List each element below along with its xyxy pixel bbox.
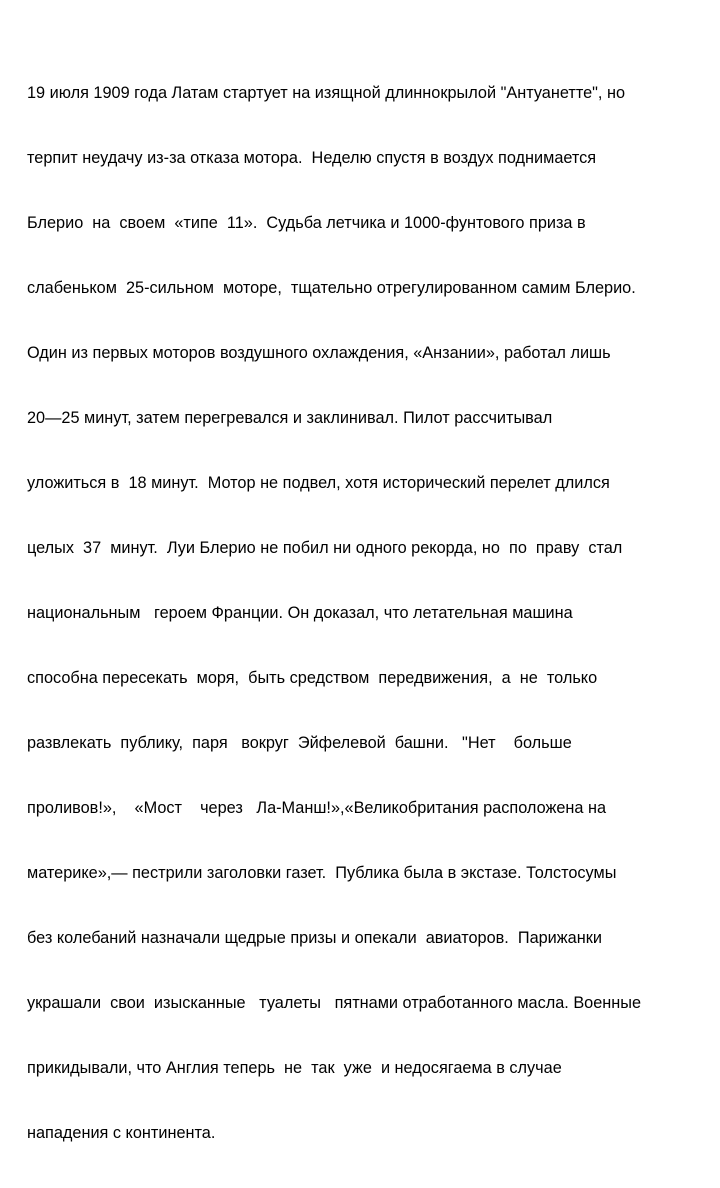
text-line: слабеньком 25-сильном моторе, тщательно отрегулированном самим Блерио. <box>27 279 636 298</box>
body-text <box>27 40 707 1188</box>
text-line: целых 37 минут. Луи Блерио не побил ни одного рекорда, но по праву стал <box>27 538 623 557</box>
text-line: терпит неудачу из-за отказа мотора. Неделю спустя в воздух поднимается <box>27 149 597 168</box>
text-line: Один из первых моторов воздушного охлаждения, «Анзании», работал лишь <box>27 344 611 363</box>
text-line: развлекать публику, паря вокруг Эйфелевой башни. "Нет больше <box>27 733 572 752</box>
text-line: 20—25 минут, затем перегревался и заклинивал. Пилот рассчитывал <box>27 409 553 428</box>
text-line: способна пересекать моря, быть средством передвижения, а не только <box>27 668 598 687</box>
text-line: без колебаний назначали щедрые призы и опекали авиаторов. Парижанки <box>27 928 602 947</box>
text-line: украшали свои изысканные туалеты пятнами отработанного масла. Военные <box>27 993 642 1012</box>
text-line: нападения с континента. <box>27 1123 216 1142</box>
text-line: национальным героем Франции. Он доказал, что летательная машина <box>27 603 573 622</box>
text-line: уложиться в 18 минут. Мотор не подвел, хотя исторический перелет длился <box>27 474 610 493</box>
text-line: прикидывали, что Англия теперь не так уже и недосягаема в случае <box>27 1058 562 1077</box>
text-line: 19 июля 1909 года Латам стартует на изящной длиннокрылой "Антуанетте", но <box>27 84 626 103</box>
text-line: материке»,— пестрили заголовки газет. Публика была в экстазе. Толстосумы <box>27 863 617 882</box>
text-line: проливов!», «Мост через Ла-Манш!»,«Великобритания расположена на <box>27 798 607 817</box>
text-line: Блерио на своем «типе 11». Судьба летчика и 1000-фунтового приза в <box>27 214 586 233</box>
